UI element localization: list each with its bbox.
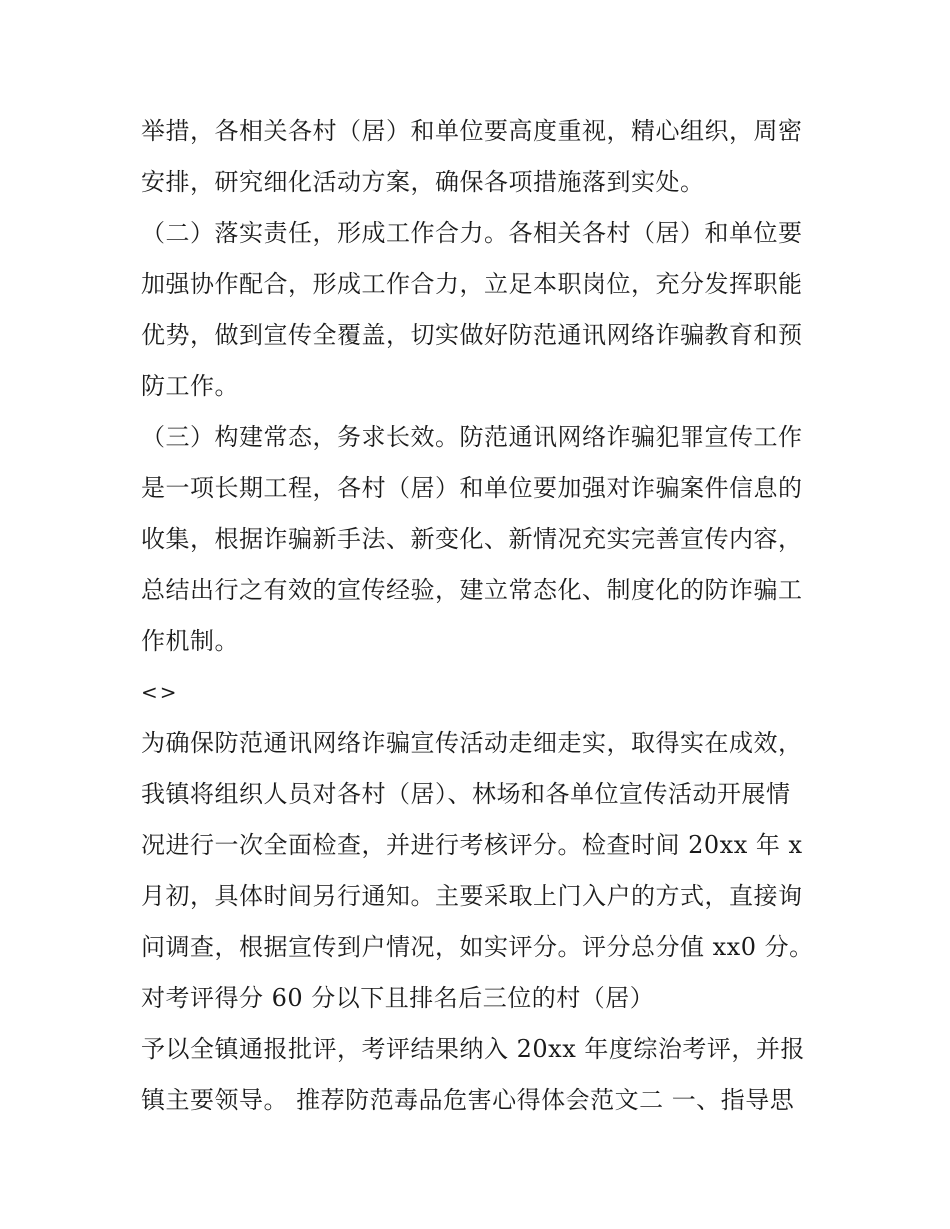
text-line: 加强协作配合，形成工作合力，立足本职岗位，充分发挥职能 [141,270,803,298]
text-line: 总结出行之有效的宣传经验，建立常态化、制度化的防诈骗工 [141,576,803,604]
text-line: 是一项长期工程，各村（居）和单位要加强对诈骗案件信息的 [141,474,803,502]
text-line: 安排，研究细化活动方案，确保各项措施落到实处。 [141,168,705,196]
text-line: 优势，做到宣传全覆盖，切实做好防范通讯网络诈骗教育和预 [141,321,803,349]
section-marker: <> [141,680,179,704]
text-line: 举措，各相关各村（居）和单位要高度重视，精心组织，周密 [141,117,803,145]
text-line: 我镇将组织人员对各村（居）、林场和各单位宣传活动开展情 [141,780,791,808]
text-line: 予以全镇通报批评，考评结果纳入 20xx 年度综治考评，并报 [141,1035,805,1063]
text-line: 防工作。 [141,372,239,400]
section-two-line: （二）落实责任，形成工作合力。各相关各村（居）和单位要 [141,219,803,247]
text-line: 况进行一次全面检查，并进行考核评分。检查时间 20xx 年 x [141,831,803,859]
text-line: 镇主要领导。 推荐防范毒品危害心得体会范文二 一、指导思 [141,1086,795,1114]
text-line: 为确保防范通讯网络诈骗宣传活动走细走实，取得实在成效， [141,729,803,757]
text-line: 问调查，根据宣传到户情况，如实评分。评分总分值 xx0 分。 [141,933,814,961]
text-line: 月初，具体时间另行通知。主要采取上门入户的方式，直接询 [141,882,803,910]
text-line: 作机制。 [141,627,239,655]
text-line: 对考评得分 60 分以下且排名后三位的村（居） [141,984,655,1012]
section-three-line: （三）构建常态，务求长效。防范通讯网络诈骗犯罪宣传工作 [141,423,803,451]
text-line: 收集，根据诈骗新手法、新变化、新情况充实完善宣传内容， [141,525,803,553]
document-body [141,106,821,1126]
